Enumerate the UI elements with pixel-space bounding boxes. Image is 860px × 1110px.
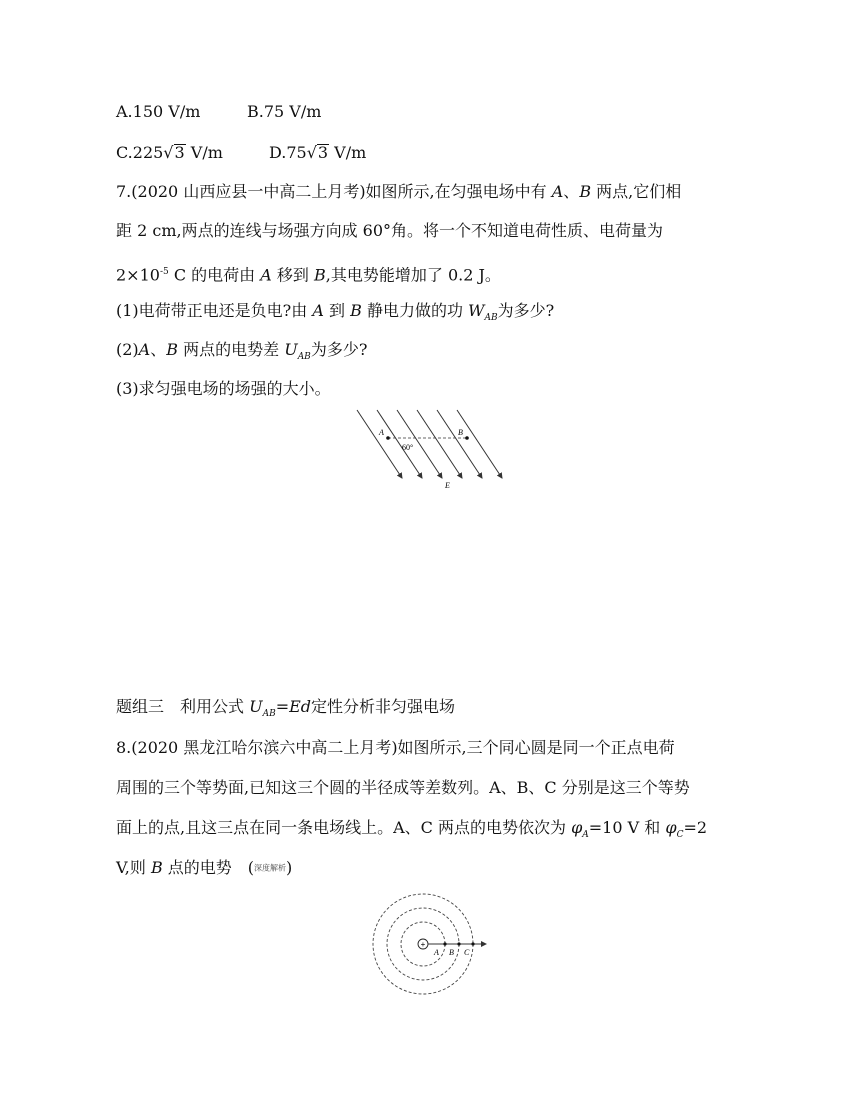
label-c: C [464, 948, 470, 957]
sqrt-symbol: √ [306, 143, 317, 162]
field-line [457, 410, 502, 478]
field-line [417, 410, 462, 478]
option-b: B.75 V/m [247, 102, 322, 121]
q7-part-3: (3)求匀强电场的场强的大小。 [116, 379, 331, 398]
option-a: A.150 V/m [116, 102, 201, 121]
sqrt-sign [307, 142, 329, 164]
uniform-field-diagram [352, 405, 512, 495]
point-b [457, 942, 460, 945]
q8-line-1: 8.(2020 黑龙江哈尔滨六中高二上月考)如图所示,三个同心圆是同一个正点电荷 [116, 738, 675, 757]
label-b: B [449, 948, 454, 957]
field-line [437, 410, 482, 478]
field-line [357, 410, 402, 478]
q7-part-2: (2)A、B 两点的电势差 $U_{AB}$为多少? [116, 340, 368, 363]
sqrt-sign [163, 142, 185, 164]
label-e: E [445, 481, 450, 490]
option-c-unit: V/m [185, 143, 223, 162]
label-a: A [379, 428, 384, 437]
point-a [386, 436, 390, 440]
analysis-tag: 深度解析 [254, 863, 287, 873]
equipotential-circles-diagram [354, 875, 494, 1015]
point-a [443, 942, 446, 945]
field-lines [357, 410, 502, 478]
q7-part-1: (1)电荷带正电还是负电?由 A 到 B 静电力做的功 $W_{AB}$为多少? [116, 301, 555, 324]
option-c [116, 142, 223, 164]
label-a: A [434, 948, 439, 957]
sqrt-symbol: √ [163, 143, 174, 162]
option-c-coef: C.225 [116, 143, 164, 162]
radicand: 3 [174, 143, 185, 162]
field-line [377, 410, 422, 478]
option-d-unit: V/m [329, 143, 367, 162]
label-b: B [458, 428, 463, 437]
angle-label: 60° [402, 443, 414, 452]
q7-line-3: $2\times 10^{-5}$ C 的电荷由 A 移到 B,其电势能增加了 0.2 J。 [116, 265, 501, 285]
point-b [465, 436, 469, 440]
option-d [269, 142, 366, 164]
plus-sign: + [420, 940, 426, 949]
q8-line-2: 周围的三个等势面,已知这三个圆的半径成等差数列。A、B、C 分别是这三个等势 [116, 778, 690, 797]
group3-heading: 题组三 利用公式 $U_{AB}=Ed$定性分析非匀强电场 [116, 697, 456, 720]
q7-line-2: 距 2 cm,两点的连线与场强方向成 60°角。将一个不知道电荷性质、电荷量为 [116, 221, 664, 240]
q8-line-3: 面上的点,且这三点在同一条电场线上。A、C 两点的电势依次为 $\varphi_A=10$ V 和 $\varphi_C=2$ [116, 818, 708, 841]
q8-line-4: V,则 B 点的电势 (深度解析) [116, 858, 293, 877]
q7-line-1: 7.(2020 山西应县一中高二上月考)如图所示,在匀强电场中有 A、B 两点,它们相 [116, 182, 682, 201]
point-c [471, 942, 474, 945]
option-d-coef: D.75 [269, 143, 307, 162]
radicand: 3 [317, 143, 329, 162]
